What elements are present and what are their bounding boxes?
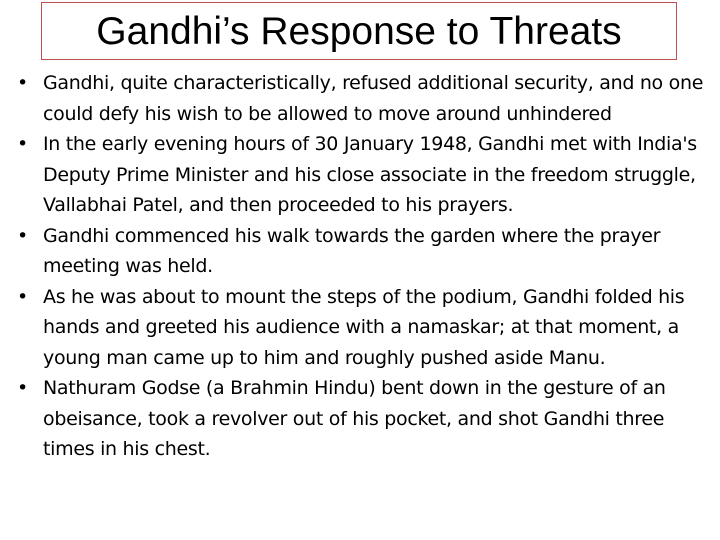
bullet-icon: • bbox=[17, 133, 28, 155]
bullet-icon: • bbox=[17, 377, 28, 399]
bullet-item bbox=[0, 129, 720, 221]
bullet-text: In the early evening hours of 30 January 1948, Gandhi met with India's Deputy Prime Minister and his close associate in the freedom struggle, Vallabhai Patel, and then proceeded to his prayers. bbox=[43, 133, 697, 216]
bullet-icon: • bbox=[17, 224, 28, 247]
bullet-item bbox=[0, 373, 720, 465]
bullet-item bbox=[0, 68, 720, 129]
title-box bbox=[41, 2, 677, 60]
bullet-text: As he was about to mount the steps of the podium, Gandhi folded his hands and greeted his audience with a namaskar; at that moment, a young man came up to him and roughly pushed aside Manu. bbox=[43, 285, 685, 369]
bullet-list bbox=[0, 68, 720, 465]
bullet-item bbox=[0, 221, 720, 282]
bullet-item bbox=[0, 282, 720, 374]
bullet-icon: • bbox=[17, 285, 28, 308]
bullet-text: Gandhi commenced his walk towards the garden where the prayer meeting was held. bbox=[43, 224, 661, 277]
bullet-text: Gandhi, quite characteristically, refused additional security, and no one could defy his wish to be allowed to move around unhindered bbox=[43, 72, 704, 125]
bullet-icon: • bbox=[17, 72, 28, 94]
slide-title: Gandhi’s Response to Threats bbox=[96, 9, 622, 53]
bullet-text: Nathuram Godse (a Brahmin Hindu) bent down in the gesture of an obeisance, took a revolver out of his pocket, and shot Gandhi three times in his chest. bbox=[43, 377, 666, 460]
